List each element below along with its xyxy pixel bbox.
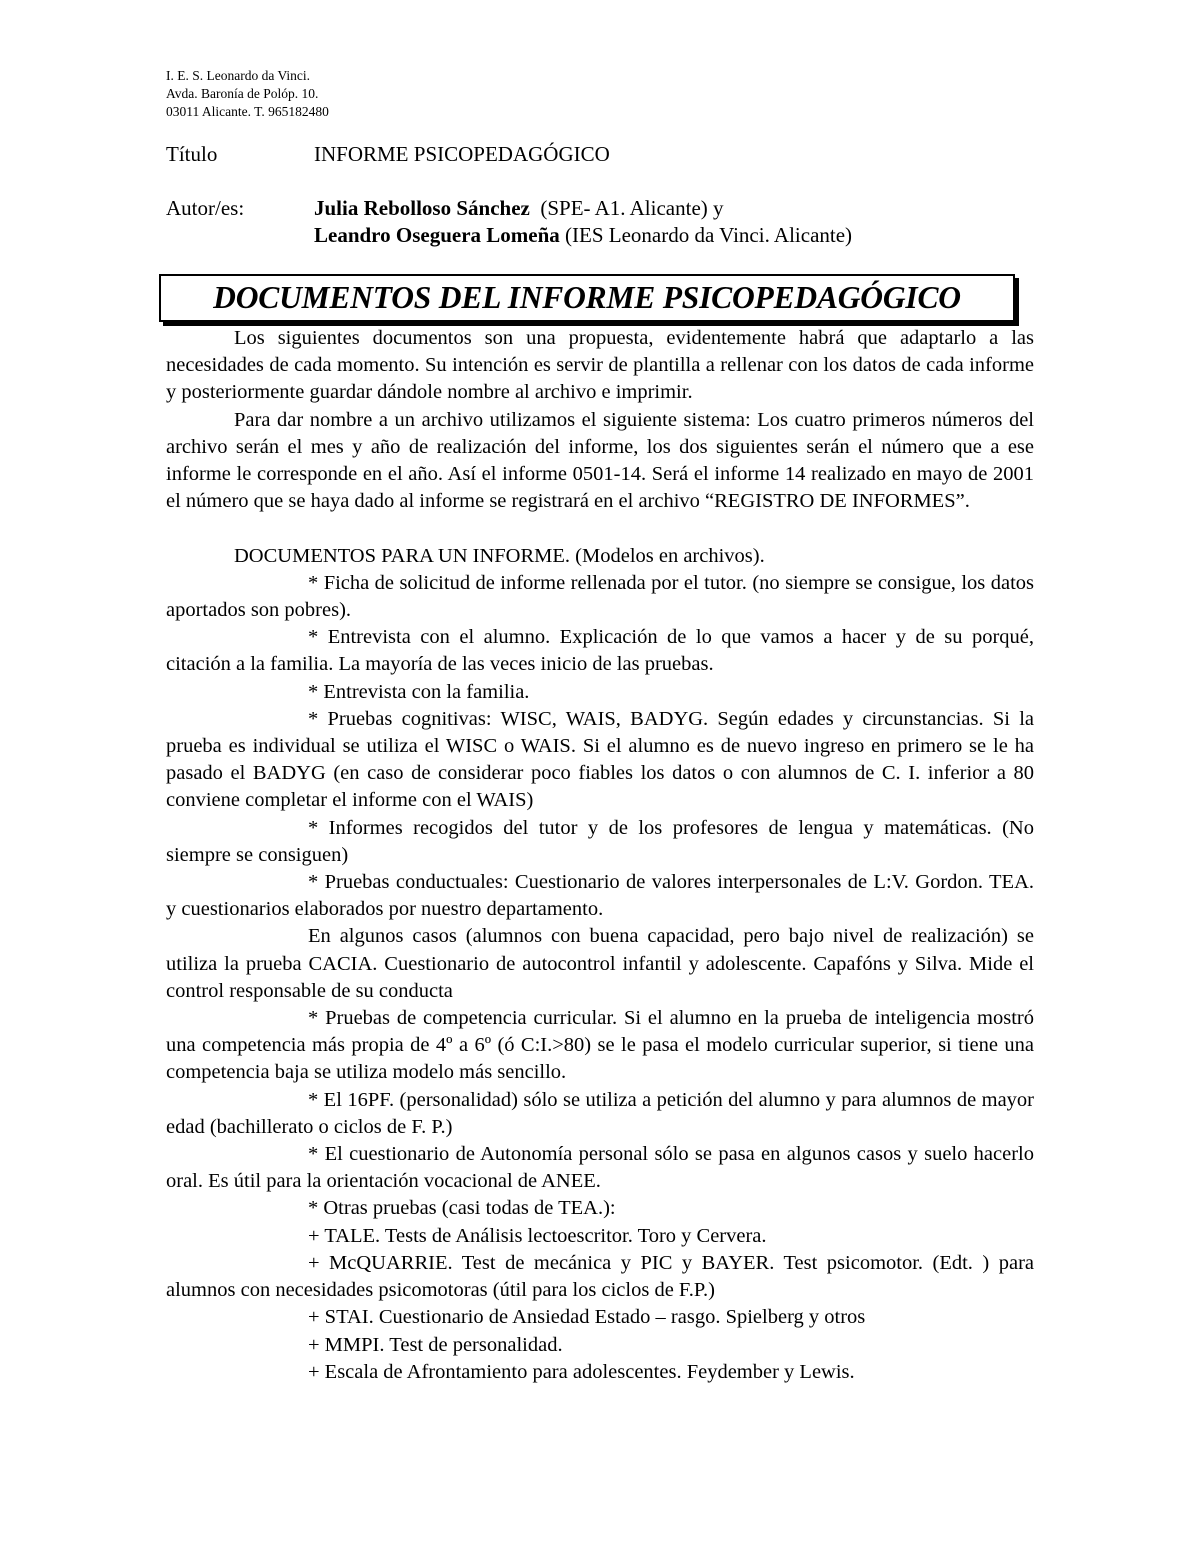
author-label: Autor/es: xyxy=(166,196,245,220)
section-heading: DOCUMENTOS DEL INFORME PSICOPEDAGÓGICO xyxy=(213,280,961,315)
school-contact: 03011 Alicante. T. 965182480 xyxy=(166,104,329,119)
list-item-mmpi: + MMPI. Test de personalidad. xyxy=(308,1333,563,1356)
author-1 xyxy=(314,194,724,222)
title-label: Título xyxy=(166,142,218,166)
list-item-afrontamiento: + Escala de Afrontamiento para adolescentes. Feydember y Lewis. xyxy=(308,1360,855,1383)
list-item-ficha: * Ficha de solicitud de informe rellenada por el tutor. (no siempre se consigue, los datos aportados son pobres). xyxy=(166,571,1034,622)
author-1-affiliation: (SPE- A1. Alicante) y xyxy=(540,196,724,220)
list-item-16pf: * El 16PF. (personalidad) sólo se utiliza a petición del alumno y para alumnos de mayor edad (bachillerato o ciclos de F. P.) xyxy=(166,1088,1034,1138)
list-item-informes-tutor: * Informes recogidos del tutor y de los profesores de lengua y matemáticas. (No siempre se consiguen) xyxy=(166,816,1034,866)
section-heading-box xyxy=(159,274,1015,322)
author-2 xyxy=(314,221,852,249)
paragraph-intro: Los siguientes documentos son una propuesta, evidentemente habrá que adaptarlo a las necesidades de cada momento. Su intención es servir de plantilla a rellenar con los datos de cada informe y posteriormente guardar dándole nombre al archivo e imprimir. xyxy=(166,327,1034,404)
document-body xyxy=(166,325,1034,1386)
author-2-affiliation: (IES Leonardo da Vinci. Alicante) xyxy=(565,223,853,247)
spacer xyxy=(166,515,1034,542)
list-item-pruebas-conductuales: * Pruebas conductuales: Cuestionario de valores interpersonales de L:V. Gordon. TEA. y cuestionarios elaborados por nuestro departamento. xyxy=(166,871,1034,921)
list-item-stai: + STAI. Cuestionario de Ansiedad Estado – rasgo. Spielberg y otros xyxy=(308,1306,866,1329)
school-header xyxy=(166,67,329,121)
list-item-cacia: En algunos casos (alumnos con buena capacidad, pero bajo nivel de realización) se utiliza la prueba CACIA. Cuestionario de autocontrol infantil y adolescente. Capafóns y Silva. Mide el control responsable de su conducta xyxy=(166,925,1034,1002)
list-item-competencia-curricular: * Pruebas de competencia curricular. Si el alumno en la prueba de inteligencia mostró una competencia más propia de 4º a 6º (ó C:I.>80) se le pasa el modelo curricular superior, si tiene una competencia baja se utiliza modelo más sencillo. xyxy=(166,1007,1034,1084)
paragraph-documents-heading: DOCUMENTOS PARA UN INFORME. (Modelos en archivos). xyxy=(234,544,765,567)
list-item-entrevista-alumno: * Entrevista con el alumno. Explicación de lo que vamos a hacer y de su porqué, citación a la familia. La mayoría de las veces inicio de las pruebas. xyxy=(166,626,1034,676)
school-name: I. E. S. Leonardo da Vinci. xyxy=(166,68,311,83)
list-item-tale: + TALE. Tests de Análisis lectoescritor. Toro y Cervera. xyxy=(308,1224,767,1247)
list-item-mcquarrie: + McQUARRIE. Test de mecánica y PIC y BAYER. Test psicomotor. (Edt. ) para alumnos con necesidades psicomotoras (útil para los ciclos de F.P.) xyxy=(166,1251,1034,1302)
author-2-name: Leandro Oseguera Lomeña xyxy=(314,223,560,247)
list-item-entrevista-familia: * Entrevista con la familia. xyxy=(308,680,530,703)
title-value: INFORME PSICOPEDAGÓGICO xyxy=(314,142,610,166)
list-item-pruebas-cognitivas: * Pruebas cognitivas: WISC, WAIS, BADYG. Según edades y circunstancias. Si la prueba es individual se utiliza el WISC o WAIS. Si el alumno es de nuevo ingreso en primero se le ha pasado el BADYG (en caso de considerar poco fiables los datos o con alumnos de C. I. inferior a 80 conviene completar el informe con el WAIS) xyxy=(166,707,1034,812)
school-address: Avda. Baronía de Polóp. 10. xyxy=(166,86,319,101)
author-1-name: Julia Rebolloso Sánchez xyxy=(314,196,530,220)
list-item-autonomia: * El cuestionario de Autonomía personal sólo se pasa en algunos casos y suelo hacerlo oral. Es útil para la orientación vocacional de ANEE. xyxy=(166,1143,1034,1193)
paragraph-naming: Para dar nombre a un archivo utilizamos el siguiente sistema: Los cuatro primeros números del archivo serán el mes y año de realización del informe, los dos siguientes serán el número que a ese informe le corresponde en el año. Así el informe 0501-14. Será el informe 14 realizado en mayo de 2001 el número que se haya dado al informe se registrará en el archivo “REGISTRO DE INFORMES”. xyxy=(166,408,1034,513)
list-item-otras-pruebas: * Otras pruebas (casi todas de TEA.): xyxy=(308,1197,616,1220)
